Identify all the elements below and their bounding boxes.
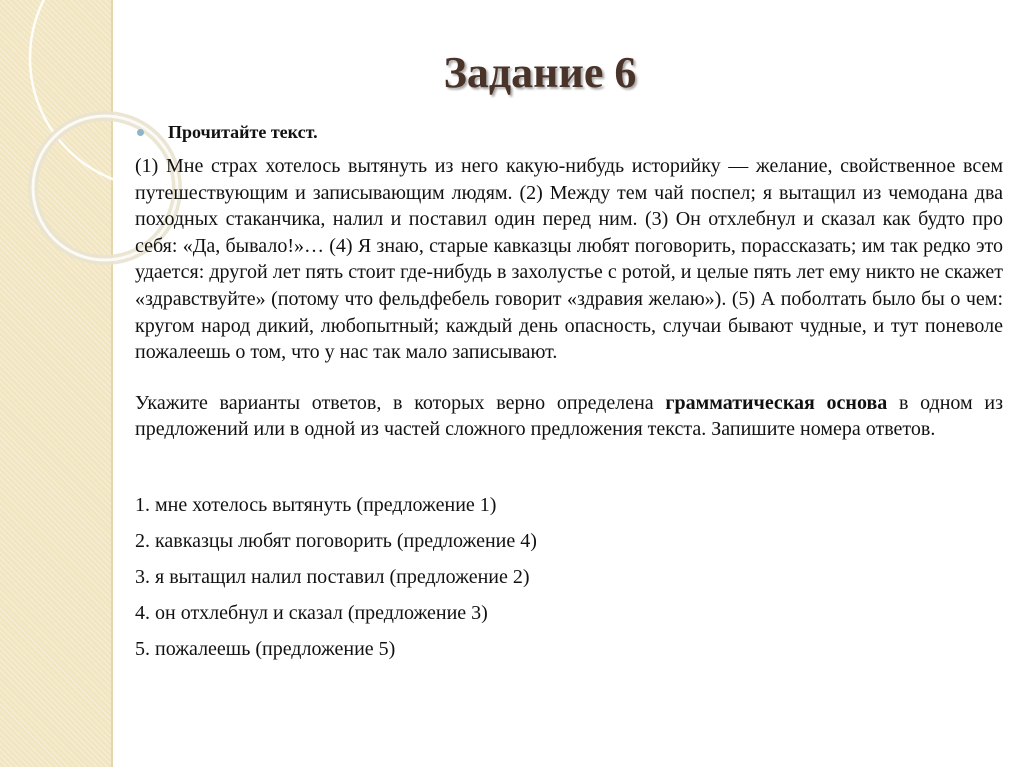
task-text-before: Укажите варианты ответов, в которых верно определена (135, 391, 666, 414)
answer-option-3: 3. я вытащил налил поставил (предложение 2) (135, 565, 530, 588)
answer-options-list (135, 487, 1003, 667)
side-band-edge (111, 0, 113, 767)
instruction-text: Прочитайте текст. (168, 121, 318, 142)
answer-option-2: 2. кавказцы любят поговорить (предложение 4) (135, 529, 537, 552)
task-text (135, 390, 1003, 443)
answer-option-5: 5. пожалеешь (предложение 5) (135, 637, 396, 660)
instruction-line (135, 117, 1003, 147)
bullet-icon (137, 129, 144, 136)
answer-option-1: 1. мне хотелось вытянуть (предложение 1) (135, 493, 497, 516)
decorative-side-band (0, 0, 111, 767)
slide-title: Задание 6 (443, 48, 637, 97)
slide-content (135, 117, 1003, 667)
task-text-bold: грамматическая основа (665, 391, 888, 414)
task-text-after: в одном из предложений или в одной из частей сложного предложения текста. Запишите номера ответов. (135, 391, 1003, 441)
answer-option-4: 4. он отхлебнул и сказал (предложение 3) (135, 601, 488, 624)
source-text-paragraph: (1) Мне страх хотелось вытянуть из него какую-нибудь историйку — желание, свойственное всем путешествующим и записывающим людям. (2) Между тем чай поспел; я вытащил из чемодана два походных стаканчика, налил и поставил один перед ним. (3) Он отхлебнул и сказал как будто про себя: «Да, бывало!»… (4) Я знаю, старые кавказцы любят поговорить, порассказать; им так редко это удается: другой лет пять стоит где-нибудь в захолустье с ротой, и целые пять лет ему никто не скажет «здравствуйте» (потому что фельдфебель говорит «здравия желаю»). (5) А поболтать было бы о чем: кругом народ дикий, любопытный; каждый день опасность, случаи бывают чудные, и тут поневоле пожалеешь о том, что у нас так мало записывают. (135, 155, 1003, 364)
